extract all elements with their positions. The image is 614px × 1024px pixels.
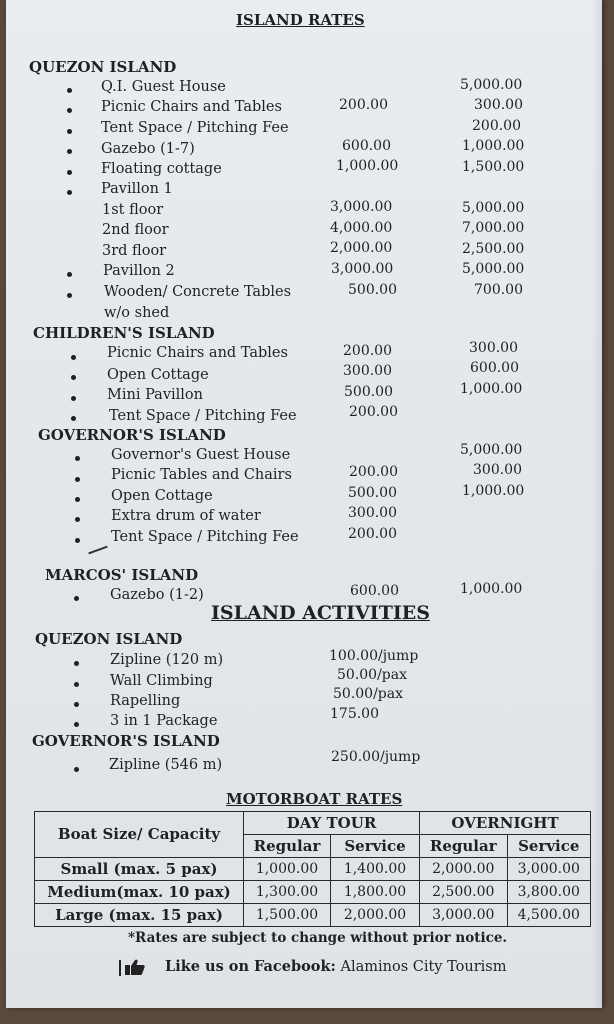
quezon-heading: QUEZON ISLAND bbox=[29, 58, 177, 76]
rate-overnight: 5,000.00 bbox=[460, 77, 523, 93]
bullet bbox=[74, 682, 79, 687]
motorboat-title: MOTORBOAT RATES bbox=[226, 790, 403, 808]
bullet bbox=[71, 416, 76, 421]
rate-overnight: 7,000.00 bbox=[462, 220, 525, 236]
bullet bbox=[71, 375, 76, 380]
night-regular: 2,000.00 bbox=[420, 858, 508, 881]
rate-day: 200.00 bbox=[349, 464, 398, 480]
facebook-page: Alaminos City Tourism bbox=[340, 959, 507, 975]
night-service: 3,800.00 bbox=[507, 881, 591, 904]
activity-item: Rapelling bbox=[110, 693, 181, 709]
rate-day: 200.00 bbox=[343, 343, 392, 359]
rate-day: 3,000.00 bbox=[330, 199, 393, 215]
activity-price: 50.00/pax bbox=[333, 686, 403, 702]
list-item: Open Cottage bbox=[107, 367, 209, 383]
day-service: 1,400.00 bbox=[331, 858, 420, 881]
page-title: ISLAND RATES bbox=[236, 11, 365, 29]
activity-price: 175.00 bbox=[330, 706, 379, 722]
list-item: 3rd floor bbox=[102, 243, 167, 259]
activity-item: Zipline (120 m) bbox=[110, 652, 224, 668]
list-item: Q.I. Guest House bbox=[101, 79, 226, 95]
rate-day: 2,000.00 bbox=[330, 240, 393, 256]
rate-overnight: 1,000.00 bbox=[462, 483, 525, 499]
rate-overnight: 300.00 bbox=[474, 97, 523, 113]
rate-day: 300.00 bbox=[348, 505, 397, 521]
thumbs-up-icon bbox=[122, 958, 146, 976]
list-item: 2nd floor bbox=[102, 222, 169, 238]
bullet bbox=[67, 149, 72, 154]
rate-day: 200.00 bbox=[348, 526, 397, 542]
facebook-line bbox=[165, 960, 506, 975]
activity-item: 3 in 1 Package bbox=[110, 713, 218, 729]
activity-price: 50.00/pax bbox=[337, 667, 407, 683]
list-item: Gazebo (1-2) bbox=[110, 587, 204, 603]
rate-overnight: 1,500.00 bbox=[462, 159, 525, 175]
day-regular: 1,500.00 bbox=[244, 904, 331, 927]
marcos-heading: MARCOS' ISLAND bbox=[45, 566, 199, 584]
rate-day: 1,000.00 bbox=[336, 158, 399, 174]
activity-price: 250.00/jump bbox=[331, 749, 421, 765]
activities-quezon-heading: QUEZON ISLAND bbox=[35, 630, 183, 648]
rate-overnight: 5,000.00 bbox=[462, 261, 525, 277]
list-item: Wooden/ Concrete Tables bbox=[104, 284, 292, 300]
boat-size: Small (max. 5 pax) bbox=[35, 858, 244, 881]
activity-price: 100.00/jump bbox=[329, 648, 419, 664]
bullet bbox=[67, 170, 72, 175]
list-item: 1st floor bbox=[102, 202, 164, 218]
list-item: Governor's Guest House bbox=[111, 447, 291, 463]
day-regular: 1,000.00 bbox=[244, 858, 331, 881]
rate-day: 200.00 bbox=[349, 404, 398, 420]
header-night-regular: Regular bbox=[420, 835, 508, 858]
rate-day: 500.00 bbox=[344, 384, 393, 400]
activities-governor-heading: GOVERNOR'S ISLAND bbox=[32, 732, 220, 750]
rate-overnight: 600.00 bbox=[470, 360, 519, 376]
night-service: 3,000.00 bbox=[507, 858, 591, 881]
boat-size: Large (max. 15 pax) bbox=[35, 904, 244, 927]
bullet bbox=[71, 355, 76, 360]
facebook-label: Like us on Facebook: bbox=[165, 958, 336, 975]
rate-overnight: 1,000.00 bbox=[460, 381, 523, 397]
rate-day: 3,000.00 bbox=[331, 261, 394, 277]
bullet bbox=[74, 767, 79, 772]
rate-day: 600.00 bbox=[350, 583, 399, 599]
bullet bbox=[67, 88, 72, 93]
table-row bbox=[35, 858, 591, 881]
list-item: Picnic Chairs and Tables bbox=[107, 345, 288, 361]
day-service: 2,000.00 bbox=[331, 904, 420, 927]
rate-day: 600.00 bbox=[342, 138, 391, 154]
rate-day: 4,000.00 bbox=[330, 220, 393, 236]
bullet bbox=[67, 293, 72, 298]
list-item: Gazebo (1-7) bbox=[101, 141, 195, 157]
header-boat-size: Boat Size/ Capacity bbox=[35, 812, 244, 858]
boat-size: Medium(max. 10 pax) bbox=[35, 881, 244, 904]
list-item: Mini Pavillon bbox=[107, 387, 203, 403]
rate-day: 500.00 bbox=[348, 485, 397, 501]
header-night-service: Service bbox=[507, 835, 591, 858]
table-row bbox=[35, 904, 591, 927]
bullet bbox=[75, 477, 80, 482]
header-day-service: Service bbox=[331, 835, 420, 858]
rate-overnight: 300.00 bbox=[469, 340, 518, 356]
list-item: Floating cottage bbox=[101, 161, 222, 177]
list-item: Open Cottage bbox=[111, 488, 213, 504]
divider bbox=[119, 960, 121, 976]
bullet bbox=[74, 722, 79, 727]
list-item: Tent Space / Pitching Fee bbox=[101, 120, 289, 136]
bullet bbox=[67, 190, 72, 195]
list-item: Tent Space / Pitching Fee bbox=[111, 529, 299, 545]
rate-overnight: 2,500.00 bbox=[462, 241, 525, 257]
bullet bbox=[75, 517, 80, 522]
activity-item: Wall Climbing bbox=[110, 673, 213, 689]
header-day-tour: DAY TOUR bbox=[244, 812, 420, 835]
bullet bbox=[75, 538, 80, 543]
rate-overnight: 200.00 bbox=[472, 118, 521, 134]
list-item: Extra drum of water bbox=[111, 508, 261, 524]
night-regular: 2,500.00 bbox=[420, 881, 508, 904]
list-item: Picnic Tables and Chairs bbox=[111, 467, 292, 483]
bullet bbox=[74, 596, 79, 601]
day-service: 1,800.00 bbox=[331, 881, 420, 904]
disclaimer-note: *Rates are subject to change without prior notice. bbox=[128, 930, 508, 946]
rate-day: 500.00 bbox=[348, 282, 397, 298]
header-day-regular: Regular bbox=[244, 835, 331, 858]
rate-overnight: 1,000.00 bbox=[460, 581, 523, 597]
activities-title: ISLAND ACTIVITIES bbox=[211, 602, 430, 624]
bullet bbox=[67, 129, 72, 134]
children-heading: CHILDREN'S ISLAND bbox=[33, 324, 215, 342]
list-item: w/o shed bbox=[104, 305, 170, 321]
rate-overnight: 300.00 bbox=[473, 462, 522, 478]
rate-overnight: 1,000.00 bbox=[462, 138, 525, 154]
list-item: Tent Space / Pitching Fee bbox=[109, 408, 297, 424]
night-service: 4,500.00 bbox=[507, 904, 591, 927]
rate-overnight: 5,000.00 bbox=[460, 442, 523, 458]
activity-item: Zipline (546 m) bbox=[109, 757, 223, 773]
bullet bbox=[75, 456, 80, 461]
governor-heading: GOVERNOR'S ISLAND bbox=[38, 426, 226, 444]
list-item: Pavillon 1 bbox=[101, 181, 173, 197]
day-regular: 1,300.00 bbox=[244, 881, 331, 904]
rate-overnight: 5,000.00 bbox=[462, 200, 525, 216]
bullet bbox=[74, 661, 79, 666]
list-item: Pavillon 2 bbox=[103, 263, 175, 279]
bullet bbox=[67, 272, 72, 277]
rate-day: 300.00 bbox=[343, 363, 392, 379]
bullet bbox=[75, 497, 80, 502]
motorboat-table bbox=[34, 811, 591, 927]
list-item: Picnic Chairs and Tables bbox=[101, 99, 282, 115]
rate-day: 200.00 bbox=[339, 97, 388, 113]
paper-edge bbox=[592, 0, 602, 1008]
bullet bbox=[67, 108, 72, 113]
table-row bbox=[35, 881, 591, 904]
bullet bbox=[71, 396, 76, 401]
rate-overnight: 700.00 bbox=[474, 282, 523, 298]
bullet bbox=[74, 702, 79, 707]
night-regular: 3,000.00 bbox=[420, 904, 508, 927]
header-overnight: OVERNIGHT bbox=[420, 812, 591, 835]
